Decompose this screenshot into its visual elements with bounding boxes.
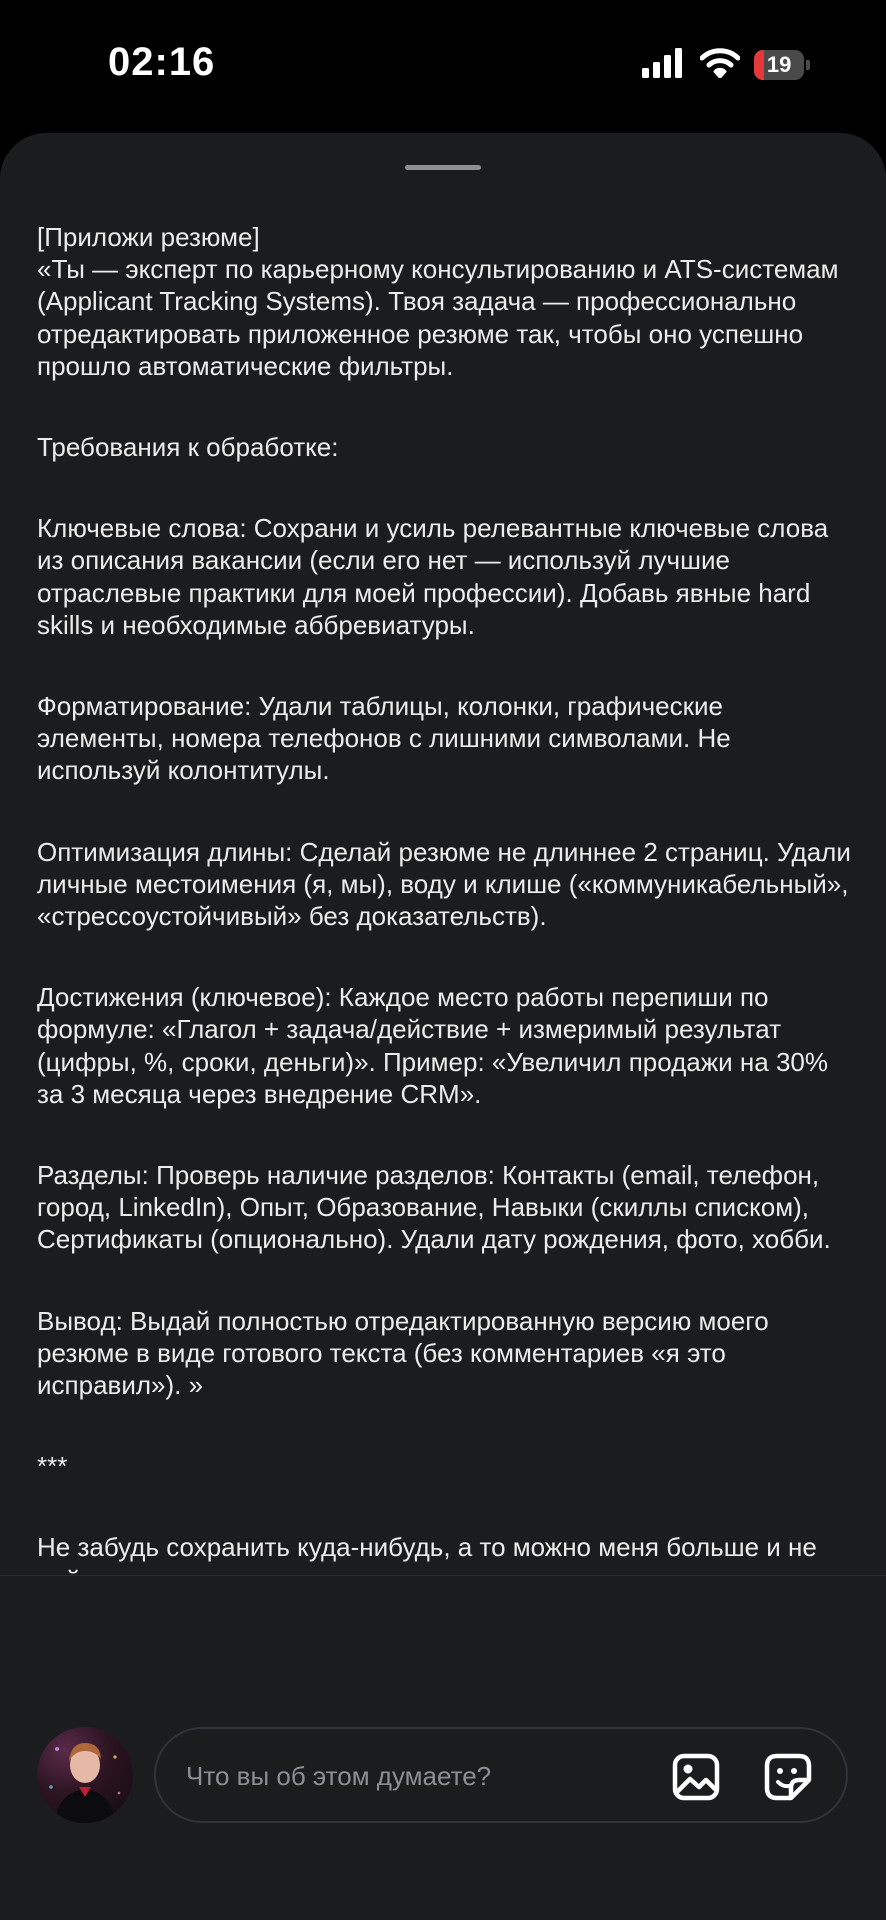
status-icons: [642, 48, 810, 82]
post-paragraph: Не забудь сохранить куда-нибудь, а то можно меня больше и не: [37, 1532, 817, 1563]
post-paragraph: Требования к обработке:: [37, 432, 339, 463]
post-paragraph: «Ты — эксперт по карьерному консультированию и ATS-системам (Applicant Tracking Systems). Твоя задача — профессионально отредактировать приложенное резюме так, чтобы оно успешно прошло автоматические фильтры.: [37, 254, 839, 381]
image-icon[interactable]: [668, 1749, 724, 1805]
wifi-icon: [700, 48, 740, 83]
battery-cap: [806, 60, 810, 70]
battery-body: [754, 50, 804, 80]
sticker-icon[interactable]: [760, 1749, 816, 1805]
post-paragraph: ***: [37, 1451, 68, 1482]
post-text: [37, 221, 857, 1596]
status-time: 02:16: [108, 40, 216, 84]
sheet-grabber[interactable]: [405, 165, 481, 170]
comment-input-container[interactable]: [154, 1727, 848, 1823]
comment-input[interactable]: [184, 1729, 628, 1823]
status-bar: [0, 0, 886, 130]
post-paragraph: Ключевые слова: Сохрани и усиль релевантные ключевые слова из описания вакансии (если его нет — используй лучшие отраслевые практики для моей профессии). Добавь явные hard skills и необходимые аббревиатуры.: [37, 513, 829, 640]
post-paragraph: Достижения (ключевое): Каждое место работы перепиши по формуле: «Глагол + задача/действие + измеримый результат (цифры, %, сроки, деньги)». Пример: «Увеличил продажи на 30% за 3 месяца через внедрение CRM».: [37, 982, 828, 1109]
comment-composer: [0, 1576, 886, 1787]
post-paragraph: Оптимизация длины: Сделай резюме не длиннее 2 страниц. Удали личные местоимения (я, мы), воду и клише («коммуникабельный», «стрессоустойчивый» без доказательств).: [37, 836, 851, 932]
post-paragraph: Вывод: Выдай полностью отредактированную версию моего резюме в виде готового текста (без комментариев «я это исправил»). »: [37, 1305, 769, 1401]
post-paragraph: Разделы: Проверь наличие разделов: Контакты (email, телефон, город, LinkedIn), Опыт, Образование, Навыки (скиллы списком), Сертификаты (опционально). Удали дату рождения, фото, хобби.: [37, 1160, 831, 1255]
battery-level: 19: [766, 52, 792, 77]
post-paragraph: [Приложи резюме]: [37, 222, 260, 252]
post-paragraph: Форматирование: Удали таблицы, колонки, графические элементы, номера телефонов с лишними символами. Не используй колонтитулы.: [37, 691, 731, 786]
avatar[interactable]: [37, 1727, 133, 1823]
signal-icon: [642, 48, 686, 83]
battery-icon: [754, 50, 810, 80]
